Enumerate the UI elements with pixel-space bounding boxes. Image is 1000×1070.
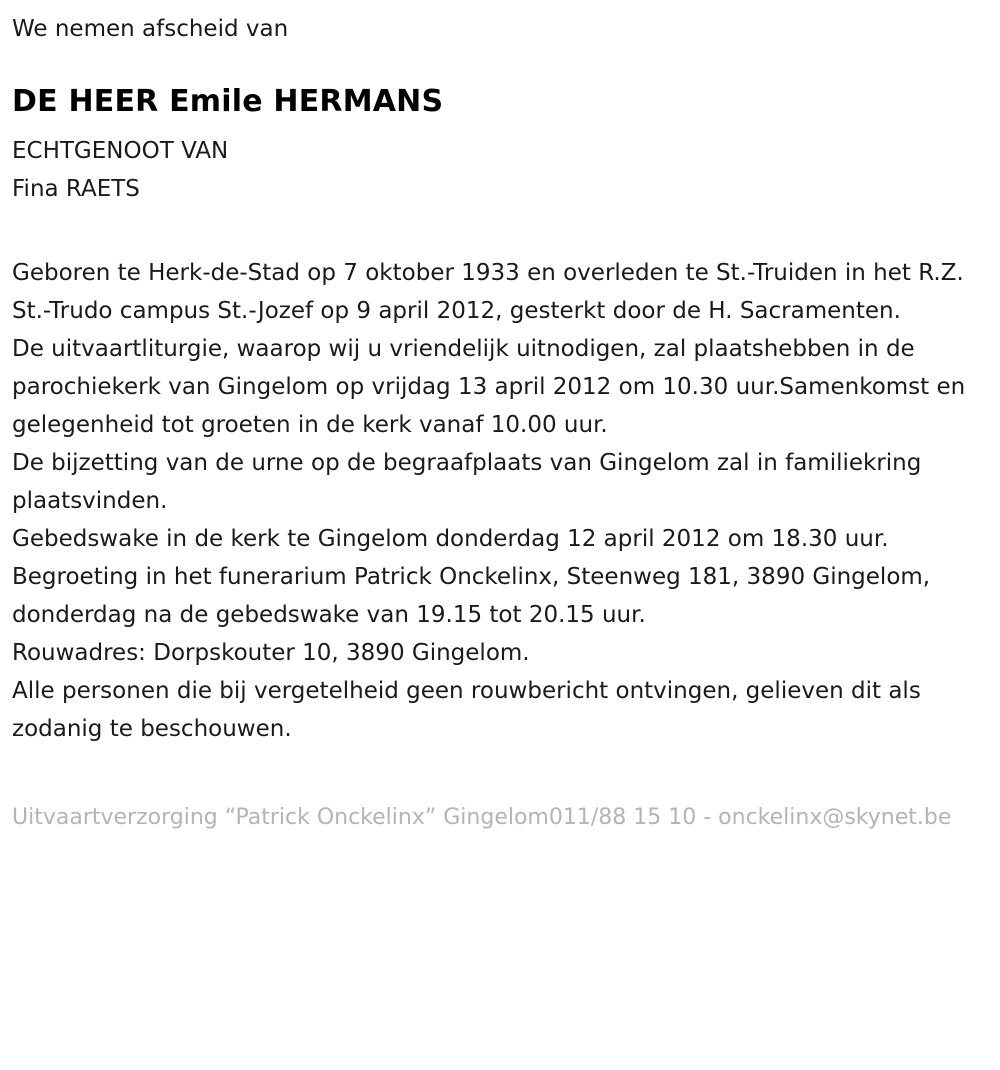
spouse-name: Fina RAETS [12,176,140,202]
paragraph-prayer-vigil: Gebedswake in de kerk te Gingelom donderdag 12 april 2012 om 18.30 uur. [12,526,889,552]
paragraph-birth-death: Geboren te Herk-de-Stad op 7 oktober 1933 en overleden te St.-Truiden in het R.Z. St.-Trudo campus St.-Jozef op 9 april 2012, gesterkt door de H. Sacramenten. [12,260,964,324]
paragraph-urn-burial: De bijzetting van de urne op de begraafplaats van Gingelom zal in familiekring plaatsvinden. [12,450,922,514]
mourning-address: Rouwadres: Dorpskouter 10, 3890 Gingelom. [12,640,530,666]
funeral-service-footer: Uitvaartverzorging “Patrick Onckelinx” Gingelom011/88 15 10 - onckelinx@skynet.be [12,805,952,830]
notice-body [12,254,976,748]
deceased-name: DE HEER Emile HERMANS [12,84,444,119]
spouse-label: ECHTGENOOT VAN [12,138,229,164]
paragraph-liturgy: De uitvaartliturgie, waarop wij u vriendelijk uitnodigen, zal plaatshebben in de parochiekerk van Gingelom op vrijdag 13 april 2012 om 10.30 uur.Samenkomst en gelegenheid tot groeten in de kerk vanaf 10.00 uur. [12,336,966,438]
closing-note: Alle personen die bij vergetelheid geen rouwbericht ontvingen, gelieven dit als zodanig te beschouwen. [12,678,921,742]
paragraph-funeral-home-greeting: Begroeting in het funerarium Patrick Onckelinx, Steenweg 181, 3890 Gingelom, donderdag na de gebedswake van 19.15 tot 20.15 uur. [12,564,931,628]
intro-text: We nemen afscheid van [12,16,289,42]
